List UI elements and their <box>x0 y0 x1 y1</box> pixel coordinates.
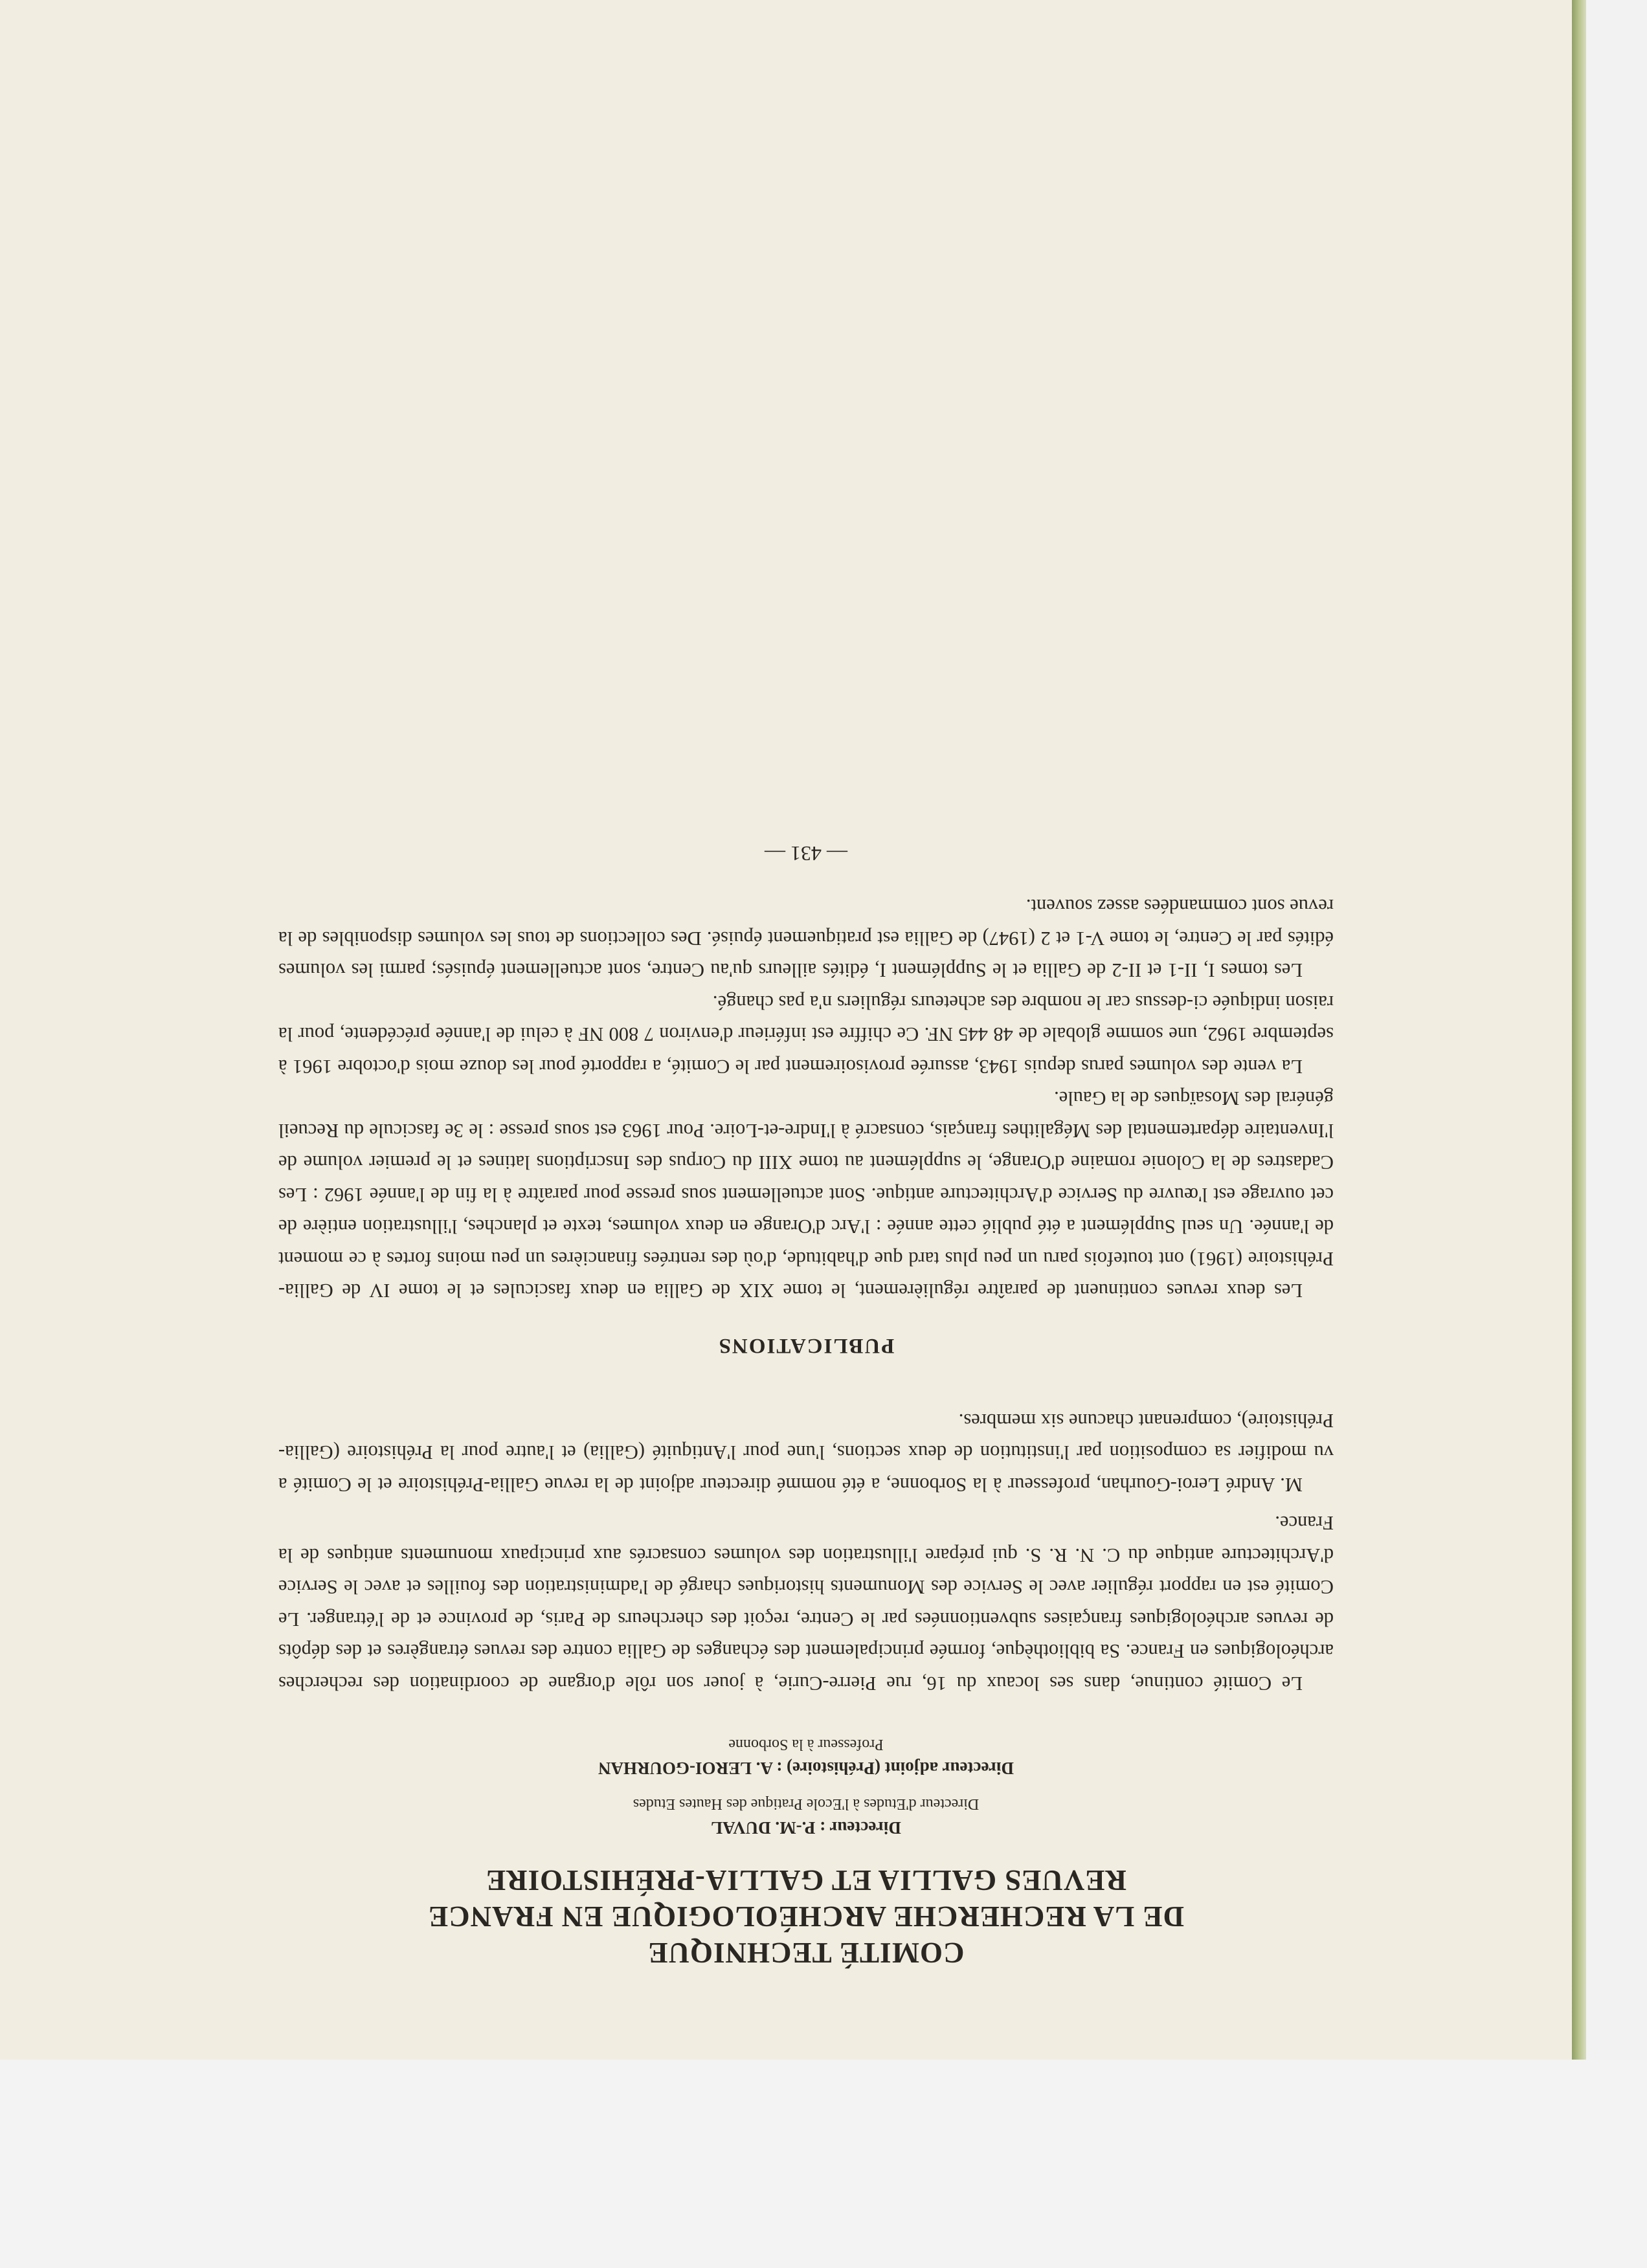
deputy-director-name: Directeur adjoint (Préhistoire) : A. LEROI-GOURHAN <box>598 1759 1014 1778</box>
paragraph-out-of-print: Les tomes I, II-1 et II-2 de Gallia et le Supplément I, édités ailleurs qu'au Centre, sont actuellement épuisés; parmi les volumes édités par le Centre, le tome V-1 et 2 (1947) de Gallia est pratiquement épuisé. Des collections de tous les volumes disponibles de la revue sont commandées assez souvent. <box>278 895 1334 982</box>
page-number: — 431 — <box>765 842 847 865</box>
book-cover-edge <box>1572 0 1586 2060</box>
deputy-director-title: Professeur à la Sorbonne <box>728 1736 884 1753</box>
scanner-bed-margin <box>0 2060 1647 2268</box>
director-name: Directeur : P.-M. DUVAL <box>711 1818 901 1838</box>
title-line-3: REVUES GALLIA ET GALLIA-PRÉHISTOIRE <box>486 1864 1126 1896</box>
paragraph-sales: La vente des volumes parus depuis 1943, assurée provisoirement par le Comité, a rapporté pour les douze mois d'octobre 1961 à septembre 1962, une somme globale de 48 445 NF. Ce chiffre est inférieur d'environ 7 800 NF à celui de l'année précédente, pour la raison indiquée ci-dessus car le nombre des acheteurs réguliers n'a pas changé. <box>278 992 1334 1078</box>
section-heading-publications: PUBLICATIONS <box>717 1334 895 1358</box>
paragraph-reviews: Les deux revues continuent de paraître régulièrement, le tome XIX de Gallia en deux fascicules et le tome IV de Gallia-Préhistoire (1961) ont toutefois paru un peu plus tard que d'habitude, d'où des rentrées financières un peu moins fortes à ce moment de l'année. Un seul Supplément a été publié cette année : l'Arc d'Orange en deux volumes, texte et planches, l'illustration entière de cet ouvrage est l'œuvre du Service d'Architecture antique. Sont actuellement sous presse pour paraître à la fin de l'année 1962 : Les Cadastres de la Colonie romaine d'Orange, le supplément au tome XIII du Corpus des Inscriptions latines et le premier volume de l'Inventaire départemental des Mégalithes français, consacré à l'Indre-et-Loire. Pour 1963 est sous presse : le 3e fascicule du Recueil général des Mosaïques de la Gaule. <box>278 1087 1334 1302</box>
paragraph-leroi-gourhan: M. André Leroi-Gourhan, professeur à la Sorbonne, a été nommé directeur adjoint de la revue Gallia-Préhistoire et le Comité a vu modifier sa composition par l'institution de deux sections, l'une pour l'Antiquité (Gallia) et l'autre pour la Préhistoire (Gallia-Préhistoire), comprenant chacune six membres. <box>278 1410 1334 1496</box>
title-line-2: DE LA RECHERCHE ARCHÉOLOGIQUE EN FRANCE <box>428 1900 1184 1933</box>
director-title: Directeur d'Etudes à l'Ecole Pratique des Hautes Etudes <box>633 1796 980 1812</box>
page-content-upside-down <box>278 256 1334 1977</box>
paragraph-committee: Le Comité continue, dans ses locaux du 16, rue Pierre-Curie, à jouer son rôle d'organe de coordination des recherches archéologiques en France. Sa bibliothèque, formée principalement des échanges de Gallia contre des revues étrangères et des dépôts de revues archéologiques françaises subventionnées par le Centre, reçoit des chercheurs de Paris, de province et de l'étranger. Le Comité est en rapport régulier avec le Service des Monuments historiques chargé de l'administration des fouilles et avec le Service d'Architecture antique du C. N. R. S. qui prépare l'illustration des volumes consacrés aux principaux monuments antiques de la France. <box>278 1512 1334 1695</box>
page-body <box>278 841 1334 1977</box>
title-line-1: COMITÉ TECHNIQUE <box>647 1937 965 1969</box>
